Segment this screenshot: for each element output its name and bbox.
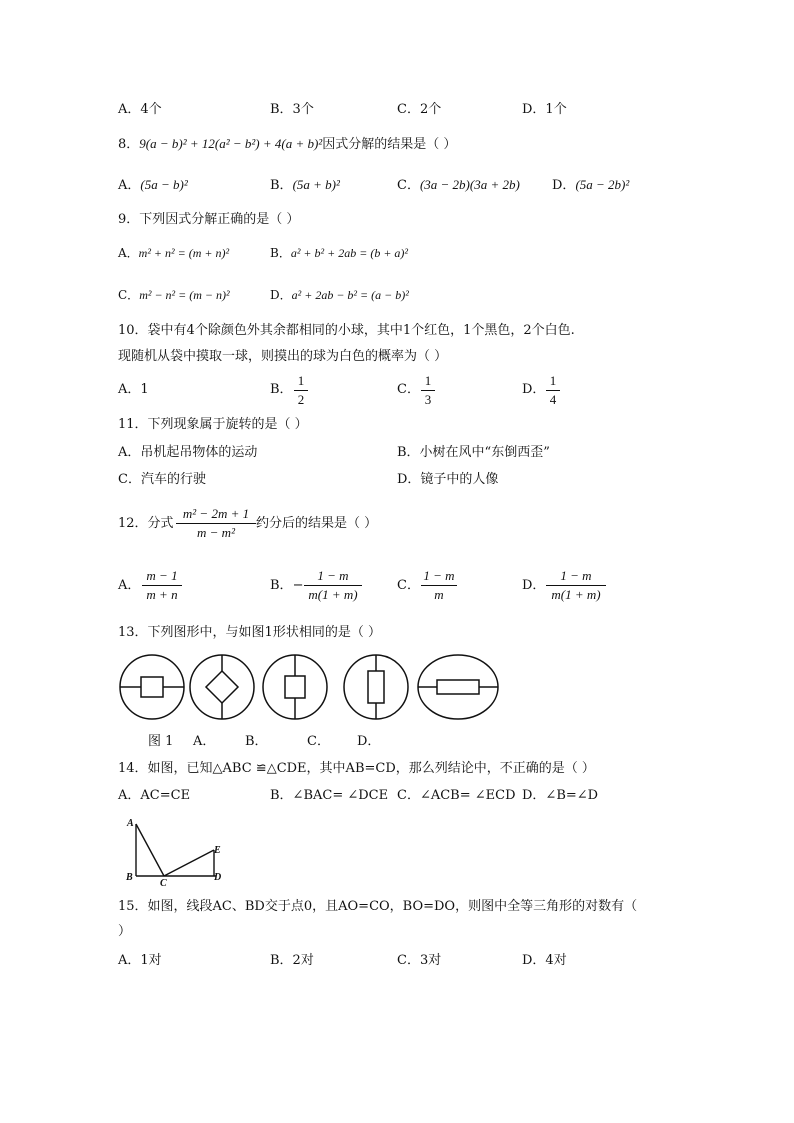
q14-point-e: E: [214, 845, 221, 856]
q8-option-b: B．(5a + b)²: [270, 177, 340, 193]
q10-stem-line2: 现随机从袋中摸取一球，则摸出的球为白色的概率为（ ）: [118, 349, 448, 364]
q11-option-c: C．汽车的行驶: [118, 472, 206, 487]
figure-1-circle-square: [120, 655, 184, 719]
q12-option-a-label: A．: [118, 578, 141, 593]
q8-number: 8．: [118, 137, 140, 152]
q10-option-c-fraction: 1 3: [421, 373, 435, 408]
q14-point-d: D: [214, 872, 222, 883]
q14-point-b: B: [126, 872, 133, 883]
q8-expression: 9(a − b)² + 12(a² − b²) + 4(a + b)²: [139, 136, 323, 151]
q10-option-b-fraction: 1 2: [294, 373, 308, 408]
q14-point-c: C: [160, 878, 167, 889]
option-d-ellipse-rectangle: [418, 655, 498, 719]
q9-option-d: D．a² + 2ab − b² = (a − b)²: [270, 288, 409, 302]
q8-option-d: D．(5a − 2b)²: [552, 177, 630, 193]
q12-option-d-label: D．: [522, 578, 546, 593]
q15-stem-line2: ）: [118, 924, 132, 939]
q8-option-c: C．(3a − 2b)(3a + 2b): [397, 177, 520, 193]
q10-option-a: A．1: [118, 382, 149, 397]
q8-option-a: A．(5a − b)²: [118, 177, 188, 193]
q15-stem-line1: 15．如图，线段AC、BD交于点0，且AO=CO，BO=DO，则图中全等三角形的对数有（: [118, 899, 638, 914]
q8-stem: [118, 135, 456, 154]
q12-option-c-fraction: 1 − m m: [421, 568, 457, 603]
option-b-circle-square-vertical: [263, 655, 327, 719]
q13-option-d: D．: [357, 734, 381, 749]
option-c-circle-rectangle-vertical: [344, 655, 408, 719]
q10-stem-line1: 10．袋中有4个除颜色外其余都相同的小球，其中1个红色，1个黑色，2个白色.: [118, 323, 575, 338]
q13-fig-label: 图 1: [148, 734, 174, 749]
q14-option-a: A．AC=CE: [118, 788, 191, 803]
q13-figures: [118, 652, 508, 724]
q15-option-c: C．3对: [397, 953, 442, 968]
q12-option-c-label: C．: [397, 578, 420, 593]
q12-fraction: m² − 2m + 1 m − m²: [176, 506, 256, 541]
q13-stem: 13．下列图形中，与如图1形状相同的是（ ）: [118, 625, 381, 640]
q12-option-b-fraction: 1 − m m(1 + m): [304, 568, 362, 603]
q7-option-c: C．2个: [397, 102, 442, 117]
q13-option-b: B．: [245, 734, 268, 749]
q14-point-a: A: [127, 818, 134, 829]
q12-prefix: 12．分式: [118, 516, 174, 531]
option-a-circle-diamond: [190, 655, 254, 719]
q9-option-c: C．m² − n² = (m − n)²: [118, 288, 230, 302]
q8-text: 因式分解的结果是（ ）: [322, 137, 457, 152]
q11-option-b: B．小树在风中“东倒西歪”: [397, 445, 550, 460]
q10-option-d-label: D．: [522, 382, 546, 397]
q9-option-a: A．m² + n² = (m + n)²: [118, 246, 230, 260]
q13-option-a: A．: [193, 734, 216, 749]
q9-option-b: B．a² + b² + 2ab = (b + a)²: [270, 246, 409, 260]
q13-option-c: C．: [307, 734, 330, 749]
q11-option-d: D．镜子中的人像: [397, 472, 499, 487]
q14-stem: 14．如图，已知△ABC ≌△CDE，其中AB=CD，那么列结论中，不正确的是（ ）: [118, 761, 595, 776]
q14-option-c: C．∠ACB= ∠ECD: [397, 788, 516, 803]
q11-stem: 11．下列现象属于旋转的是（ ）: [118, 417, 308, 432]
q9-stem: 9．下列因式分解正确的是（ ）: [118, 212, 300, 227]
q10-option-b-label: B．: [270, 382, 293, 397]
q10-option-c-label: C．: [397, 382, 420, 397]
q10-option-d-fraction: 1 4: [546, 373, 560, 408]
q12-suffix: 约分后的结果是（ ）: [256, 516, 378, 531]
q15-option-a: A．1对: [118, 953, 162, 968]
q12-option-b-label: B．−: [270, 578, 304, 593]
q7-option-b: B．3个: [270, 102, 314, 117]
q11-option-a: A．吊机起吊物体的运动: [118, 445, 258, 460]
q12-option-d-fraction: 1 − m m(1 + m): [546, 568, 606, 603]
q7-option-d: D．1个: [522, 102, 567, 117]
q15-option-b: B．2对: [270, 953, 314, 968]
q15-option-d: D．4对: [522, 953, 567, 968]
q7-option-a: A．4个: [118, 102, 162, 117]
q14-option-b: B．∠BAC= ∠DCE: [270, 788, 389, 803]
q12-option-a-fraction: m − 1 m + n: [142, 568, 182, 603]
q14-option-d: D．∠B=∠D: [522, 788, 599, 803]
